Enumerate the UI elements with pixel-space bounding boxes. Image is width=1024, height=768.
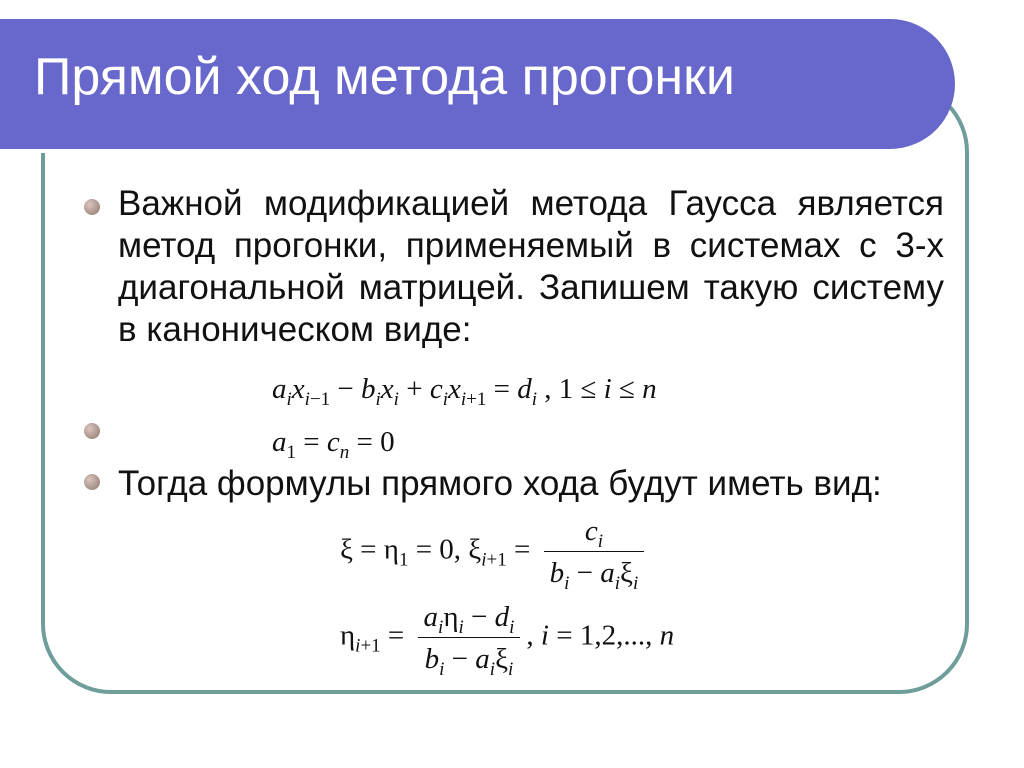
bullet-icon: [84, 199, 100, 215]
paragraph-intro: Важной модификацией метода Гаусса является метод прогонки, применяемый в системах с 3-х диагональной матрицей. Запишем такую систему в каноническом виде:: [118, 184, 944, 349]
bullet-icon: [84, 474, 100, 490]
fraction-xi: $\frac{c_i}{b_i - a_i\xi_i}$: [544, 514, 645, 590]
equation-xi: $\xi = \eta_1 = 0$, $\xi_{i+1}$ = $\frac{c_i}{b_i - a_i\xi_i}$: [340, 514, 650, 590]
fraction-eta: $\frac{a_i\eta_i - d_i}{b_i - a_i\xi_i}$: [418, 600, 521, 676]
equation-boundary: $a_1 = c_n = 0$: [272, 426, 395, 463]
title-underline: [0, 149, 906, 153]
equation-system: $a_ix_{i-1} - b_ix_i + c_ix_{i+1} = d_i$ , 1 ≤ i ≤ n: [272, 373, 657, 410]
equation-eta: $\eta_{i+1}$ = $\frac{a_i\eta_i - d_i}{b_i - a_i\xi_i}$ , i = 1,2,..., n: [340, 601, 675, 680]
slide-title: Прямой ход метода прогонки: [34, 48, 735, 106]
paragraph-formulas: Тогда формулы прямого хода будут иметь вид:: [118, 464, 882, 503]
bullet-icon: [84, 423, 100, 439]
